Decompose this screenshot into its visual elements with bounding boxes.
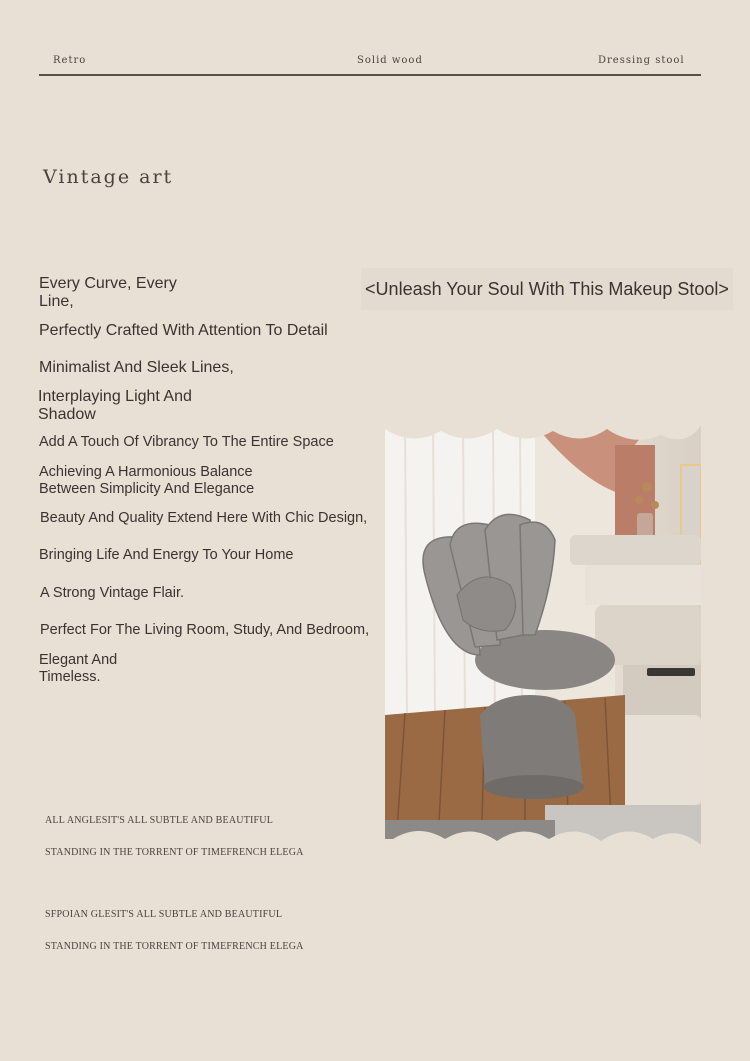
footer-line-1: ALL ANGLESIT'S ALL SUBTLE AND BEAUTIFUL [45,815,274,826]
nav-dressing-stool: Dressing stool [598,55,685,66]
copy-line-2: Perfectly Crafted With Attention To Detail [39,322,328,339]
copy-line-6: Achieving A Harmonious Balance Between Simplicity And Elegance [39,464,255,497]
top-divider [39,74,701,76]
footer-line-4: STANDING IN THE TORRENT OF TIMEFRENCH ELEGA [45,941,304,952]
copy-line-11: Elegant And Timeless. [39,652,118,685]
page-title: Vintage art [43,166,174,188]
footer-line-2: STANDING IN THE TORRENT OF TIMEFRENCH ELEGA [45,847,304,858]
nav-retro: Retro [53,55,87,66]
copy-line-7: Beauty And Quality Extend Here With Chic Design, [40,510,368,526]
copy-line-4: Interplaying Light And Shadow [38,388,192,423]
stool-illustration [385,425,701,859]
tagline-text: <Unleash Your Soul With This Makeup Stool> [365,278,729,299]
nav-solid-wood: Solid wood [357,55,423,66]
copy-line-8: Bringing Life And Energy To Your Home [39,547,294,563]
footer-line-3: SFPOIAN GLESIT'S ALL SUBTLE AND BEAUTIFUL [45,909,283,920]
copy-line-5: Add A Touch Of Vibrancy To The Entire Space [39,434,334,450]
tagline-banner [361,268,733,310]
copy-line-9: A Strong Vintage Flair. [40,585,185,601]
copy-line-3: Minimalist And Sleek Lines, [39,359,234,376]
copy-line-10: Perfect For The Living Room, Study, And Bedroom, [40,622,370,638]
copy-line-1: Every Curve, Every Line, [39,275,177,310]
stool-photo [385,425,701,859]
